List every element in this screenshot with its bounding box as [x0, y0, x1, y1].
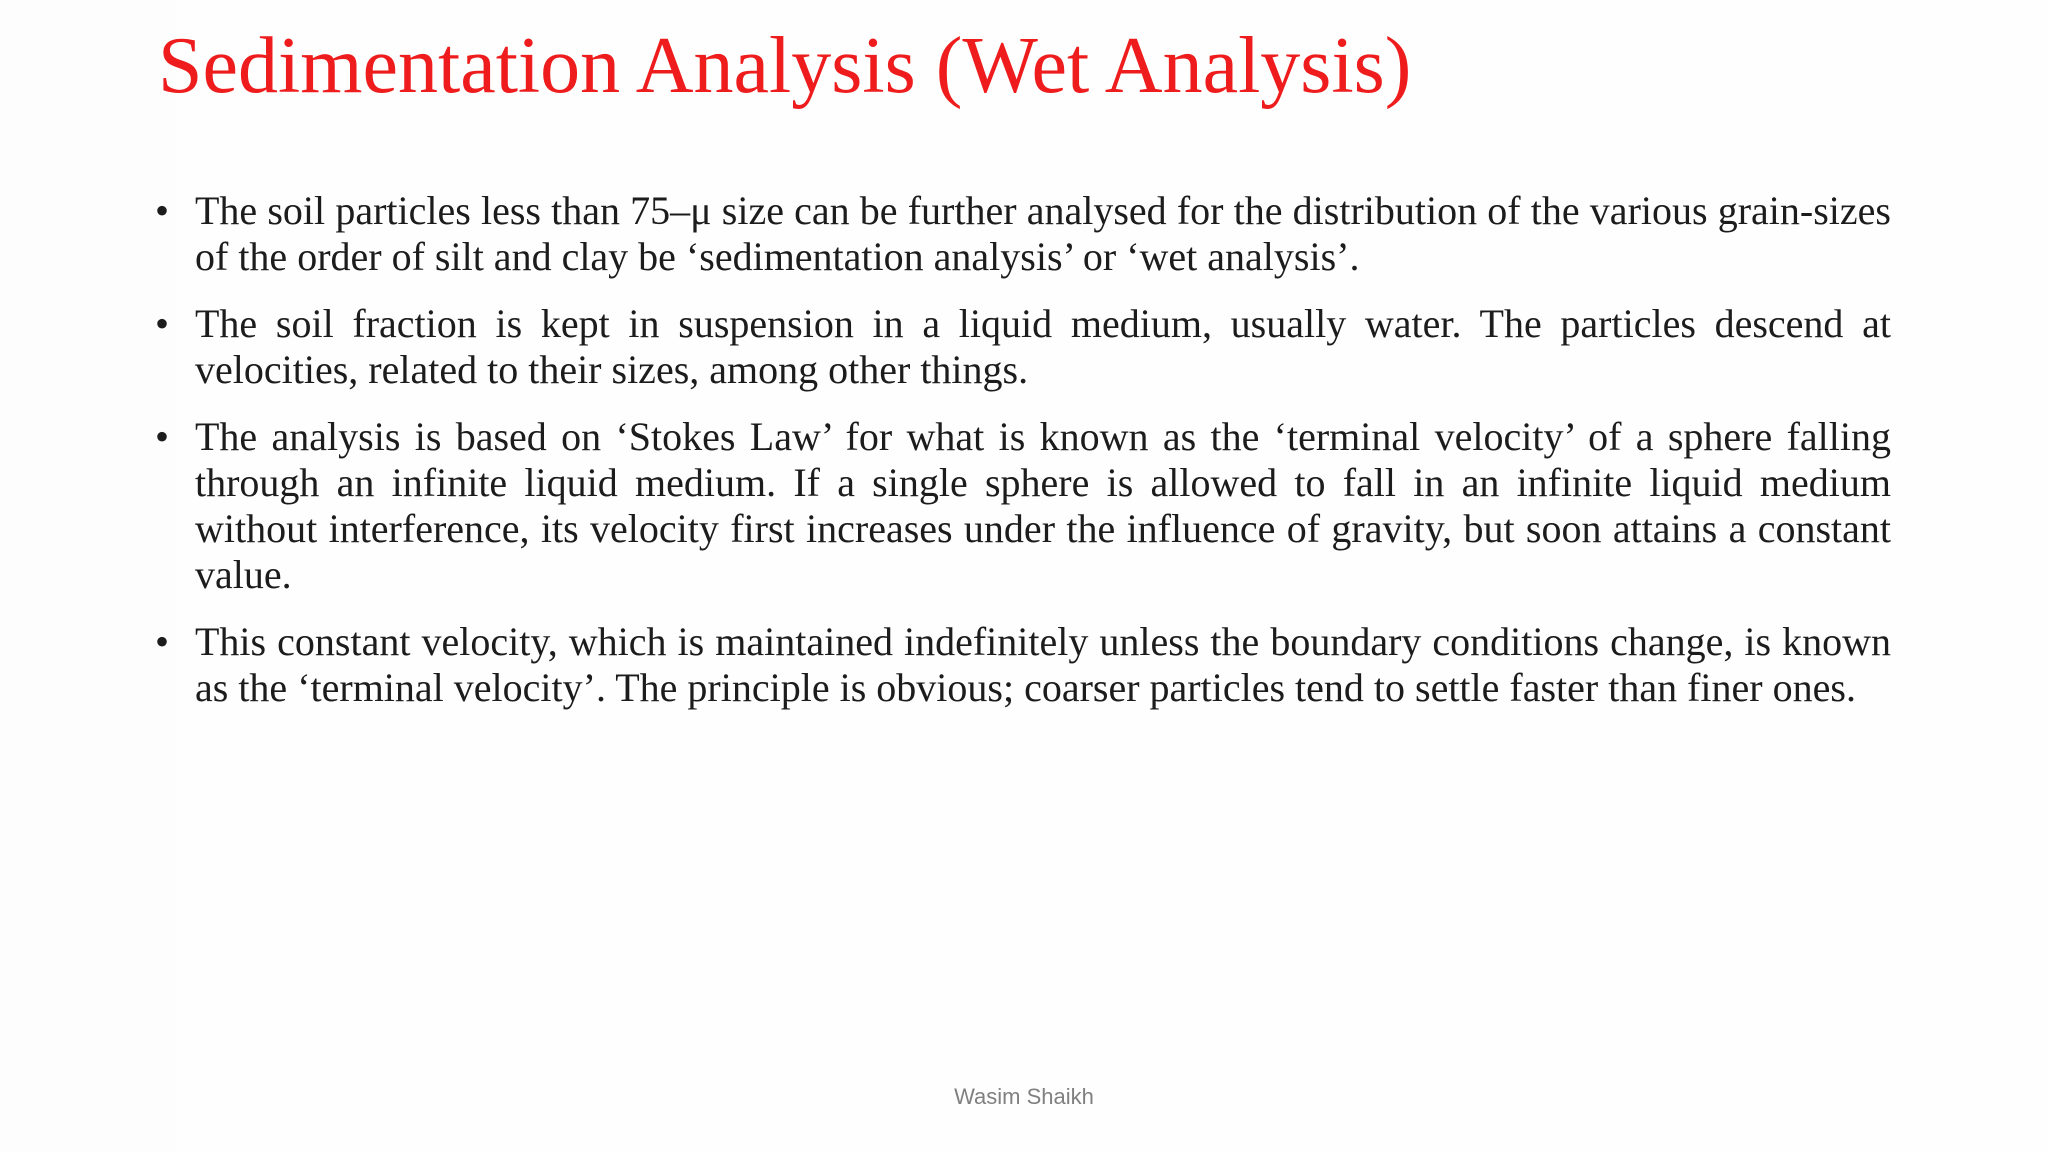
bullet-item	[155, 619, 1891, 711]
bullet-dot-icon: •	[155, 301, 170, 346]
footer-author: Wasim Shaikh	[954, 1084, 1094, 1109]
bullet-text: The soil particles less than 75–μ size can be further analysed for the distribution of the various grain-sizes of the order of silt and clay be ‘sedimentation analysis’ or ‘wet analysis’.	[195, 188, 1891, 279]
bullet-text: The soil fraction is kept in suspension in a liquid medium, usually water. The particles descend at velocities, related to their sizes, among other things.	[195, 301, 1891, 392]
bullet-list	[155, 188, 1891, 732]
bullet-item	[155, 414, 1891, 598]
bullet-dot-icon: •	[155, 414, 170, 459]
bullet-dot-icon: •	[155, 188, 170, 233]
bullet-item	[155, 188, 1891, 280]
bullet-text: The analysis is based on ‘Stokes Law’ for what is known as the ‘terminal velocity’ of a sphere falling through an infinite liquid medium. If a single sphere is allowed to fall in an infinite liquid medium without interference, its velocity first increases under the influence of gravity, but soon attains a constant value.	[195, 414, 1891, 597]
bullet-item	[155, 301, 1891, 393]
bullet-dot-icon: •	[155, 619, 170, 664]
bullet-text: This constant velocity, which is maintained indefinitely unless the boundary conditions change, is known as the ‘terminal velocity’. The principle is obvious; coarser particles tend to settle faster than finer ones.	[195, 619, 1891, 710]
slide-title: Sedimentation Analysis (Wet Analysis)	[158, 22, 1412, 110]
